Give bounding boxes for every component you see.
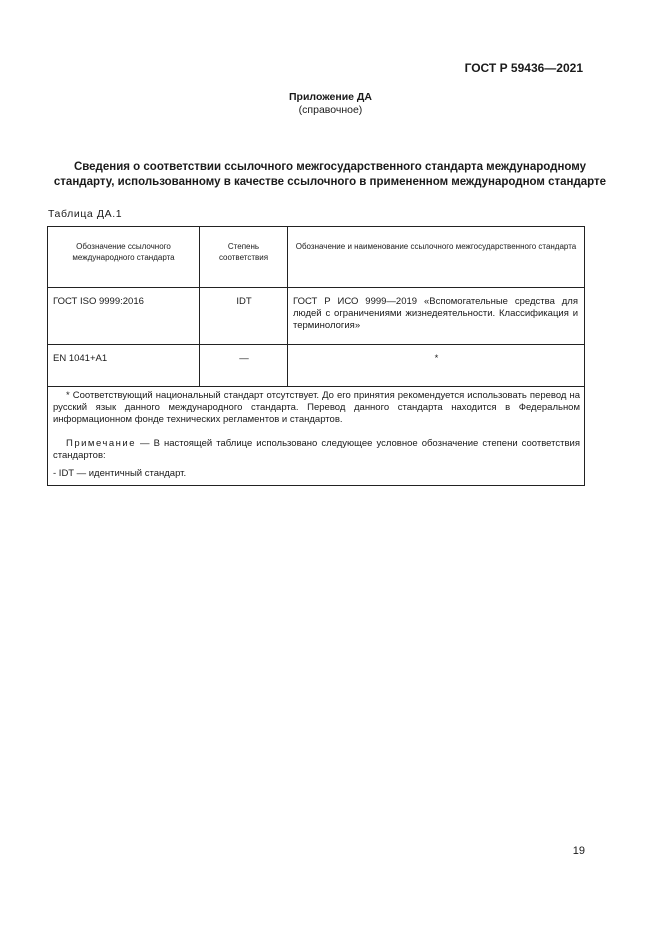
heading-line-2: стандарту, использованному в качестве ссылочного в примененном международном стандарте (53, 176, 607, 188)
header-national-standard (288, 227, 585, 288)
page-number: 19 (572, 845, 585, 857)
header-degree (200, 227, 288, 288)
footnote-text: * Соответствующий национальный стандарт отсутствует. До его принятия рекомендуется использовать перевод на русский язык данного международного стандарта. Перевод данного стандарта находится в Федеральном информационном фонде технических регламентов и стандартов. (53, 390, 580, 425)
note-text: — В настоящей таблице использовано следующее условное обозначение степени соответствия стандартов: (53, 438, 580, 461)
header-national-standard-text: Обозначение и наименование ссылочного межгосударственного стандарта (295, 242, 577, 251)
note-paragraph (53, 438, 580, 462)
cell-national: ГОСТ Р ИСО 9999—2019 «Вспомогательные средства для людей с ограничениями жизнедеятельности. Классификация и терминология» (288, 288, 585, 345)
note-label: Примечание (66, 438, 136, 449)
table-header-row (48, 227, 585, 288)
table-footnote-row (48, 387, 585, 486)
header-degree-text: Степень соответствия (218, 242, 269, 262)
cell-national: * (288, 345, 585, 387)
cell-degree: IDT (200, 288, 288, 345)
heading-line-1: Сведения о соответствии ссылочного межгосударственного стандарта международному (73, 161, 587, 173)
table-caption: Таблица ДА.1 (48, 208, 123, 220)
header-ref-standard (48, 227, 200, 288)
appendix-subtitle: (справочное) (298, 104, 363, 116)
appendix-title: Приложение ДА (289, 91, 372, 103)
cell-ref: ГОСТ ISO 9999:2016 (48, 288, 200, 345)
header-ref-standard-text: Обозначение ссылочного международного стандарта (72, 242, 175, 262)
table-footnote-cell (48, 387, 585, 486)
correspondence-table (47, 226, 585, 486)
section-heading (40, 160, 620, 190)
appendix-title-block (0, 91, 661, 117)
cell-ref: EN 1041+A1 (48, 345, 200, 387)
standard-code: ГОСТ Р 59436—2021 (464, 61, 583, 75)
table-row (48, 345, 585, 387)
note-item: - IDT — идентичный стандарт. (53, 468, 187, 479)
table-row (48, 288, 585, 345)
cell-degree: — (200, 345, 288, 387)
